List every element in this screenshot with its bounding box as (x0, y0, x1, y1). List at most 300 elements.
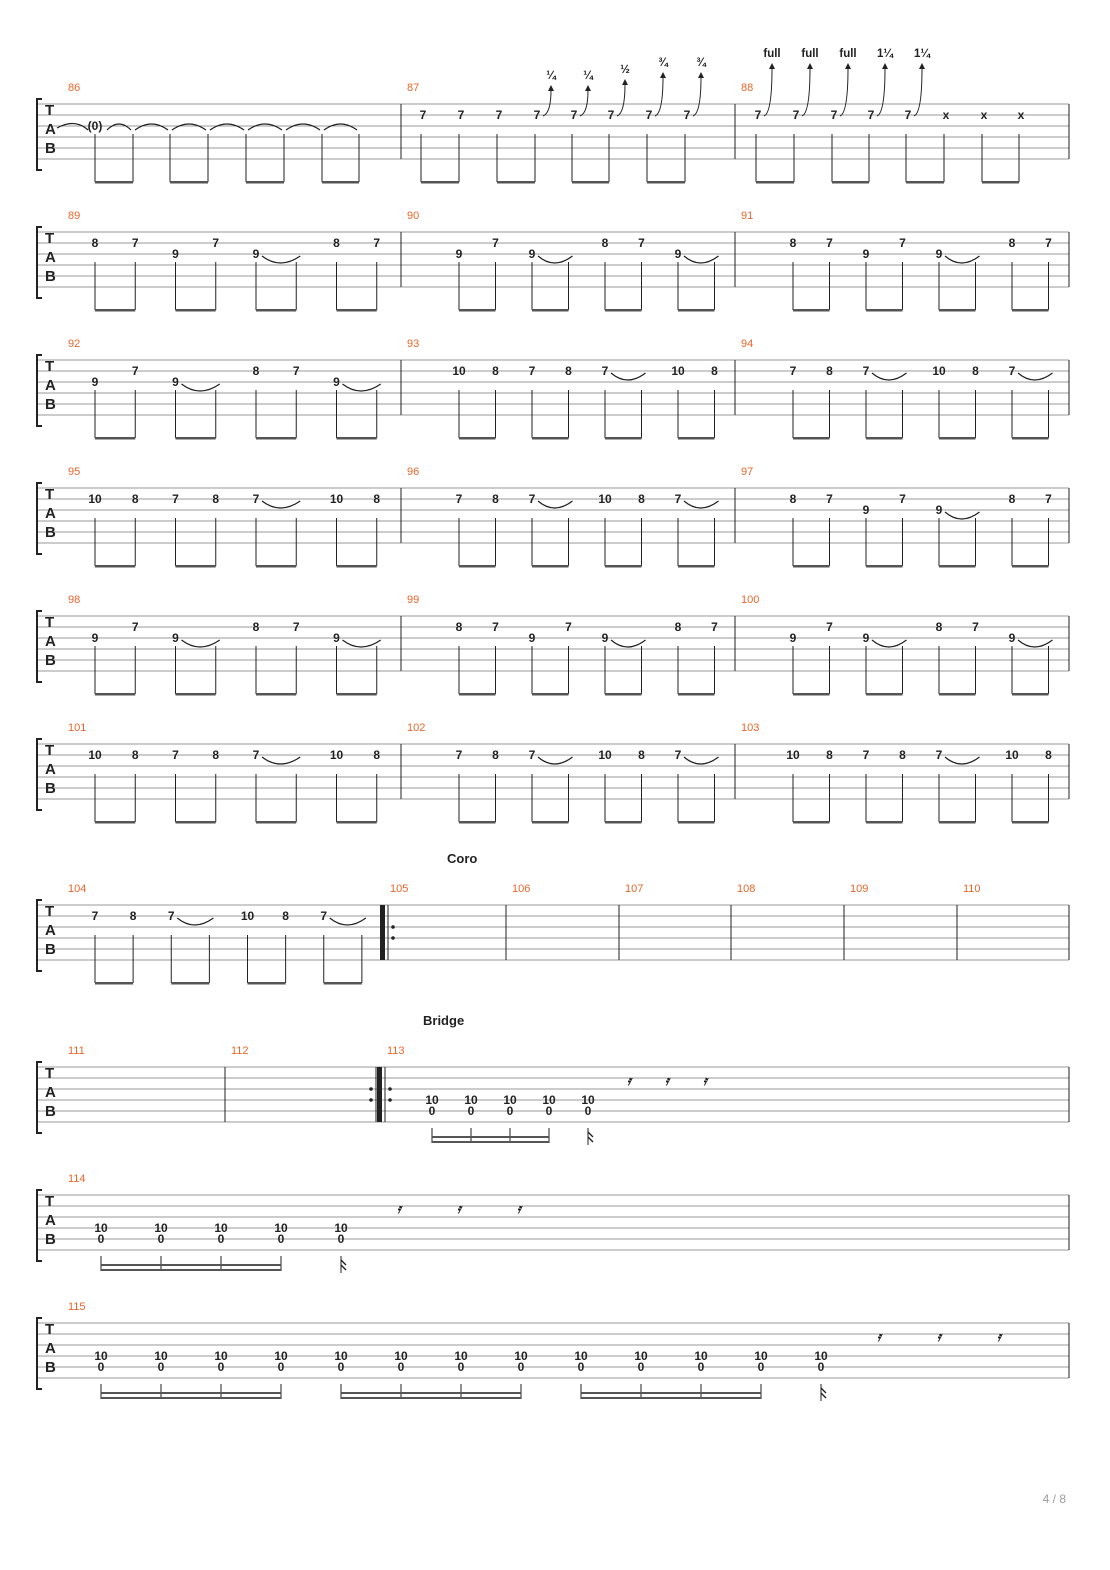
tab-clef-b: B (45, 268, 56, 285)
beam (1012, 821, 1049, 824)
tab-clef-a: A (45, 1340, 56, 1357)
fret-number: 9 (455, 247, 463, 261)
measure-number: 102 (407, 722, 426, 734)
fret-number: 7 (789, 364, 797, 378)
fret-number: 9 (91, 631, 99, 645)
beam (95, 693, 135, 696)
fret-number: 7 (252, 748, 260, 762)
fret-number: 0 (506, 1104, 514, 1118)
measure-87 (401, 57, 707, 184)
measure-102 (401, 722, 719, 824)
repeat-dot (391, 925, 395, 929)
measure-108 (731, 883, 755, 960)
fret-number: 7 (131, 620, 139, 634)
dead-note: x (942, 108, 950, 122)
fret-number: 8 (373, 748, 381, 762)
beam (906, 181, 944, 184)
beam (101, 1397, 281, 1399)
measure-113 (377, 1013, 709, 1145)
fret-number: 7 (674, 748, 682, 762)
beam (101, 1392, 281, 1394)
fret-number: 7 (862, 748, 870, 762)
beam (256, 309, 296, 312)
beam (532, 693, 569, 696)
dead-note: x (1017, 108, 1025, 122)
tie-arc (611, 640, 646, 647)
fret-number: 7 (972, 620, 979, 634)
bend-amount: full (763, 48, 781, 60)
fret-number: 9 (601, 631, 609, 645)
beam (581, 1397, 761, 1399)
beam (337, 565, 377, 568)
fret-number: 8 (252, 620, 260, 634)
fret-number: 7 (320, 909, 328, 923)
fret-number: 7 (904, 108, 912, 122)
fret-number: 10 (598, 748, 612, 762)
fret-number: 7 (1045, 492, 1052, 506)
fret-number: 7 (252, 492, 260, 506)
beam (176, 821, 216, 824)
fret-number: 7 (172, 748, 179, 762)
tab-clef-a: A (45, 249, 56, 266)
fret-number: 0 (517, 1360, 525, 1374)
fret-number: 7 (867, 108, 875, 122)
tie-arc (945, 256, 980, 263)
tie-arc (872, 640, 907, 647)
tab-system-5 (37, 594, 1069, 696)
tab-clef-t: T (45, 1193, 55, 1210)
beam (432, 1141, 549, 1143)
fret-number: 9 (172, 631, 179, 645)
beam (866, 309, 903, 312)
tie-arc (538, 501, 573, 508)
fret-number: 0 (97, 1360, 105, 1374)
fret-number: 8 (1045, 748, 1052, 762)
fret-number: 7 (131, 236, 139, 250)
fret-number: 10 (694, 1349, 708, 1363)
fret-number: 7 (528, 748, 536, 762)
beam (532, 565, 569, 568)
fret-number: 8 (565, 364, 572, 378)
fret-number: 0 (397, 1360, 405, 1374)
tie-arc (343, 640, 381, 647)
note-flag (821, 1388, 826, 1398)
beam (459, 309, 496, 312)
beam (246, 181, 284, 184)
tie-arc (262, 757, 300, 764)
fret-number: 7 (1008, 364, 1016, 378)
tab-clef-t: T (45, 358, 55, 375)
fret-number: 7 (495, 108, 503, 122)
fret-number: 10 (94, 1221, 108, 1235)
measure-number: 105 (390, 883, 409, 895)
measure-109 (844, 883, 868, 960)
bend-arrowhead (585, 85, 591, 91)
measure-number: 91 (741, 210, 754, 222)
beam (337, 437, 377, 440)
fret-number: 9 (528, 631, 536, 645)
measure-106 (506, 883, 530, 960)
fret-number: 9 (1008, 631, 1016, 645)
bend-curve (764, 68, 772, 116)
fret-number: 10 (94, 1349, 108, 1363)
fret-number: 0 (337, 1360, 345, 1374)
measure-number: 112 (231, 1045, 249, 1057)
beam (256, 437, 296, 440)
fret-number: 7 (674, 492, 682, 506)
fret-number: 7 (457, 108, 465, 122)
bend-curve (877, 68, 885, 116)
measure-number: 93 (407, 338, 420, 350)
page-number: 4 / 8 (1042, 1492, 1066, 1506)
bend-amount: full (801, 48, 819, 60)
fret-number: 10 (932, 364, 946, 378)
fret-number: 0 (457, 1360, 465, 1374)
tie-arc (324, 124, 357, 130)
measure-115 (68, 1301, 1003, 1401)
measure-number: 107 (625, 883, 644, 895)
beam (678, 693, 715, 696)
beam (678, 437, 715, 440)
fret-number: 10 (514, 1349, 528, 1363)
bend-arrowhead (882, 63, 888, 69)
tie-arc (872, 373, 907, 380)
measure-91 (735, 210, 1052, 312)
beam (793, 565, 830, 568)
tab-clef-b: B (45, 1103, 56, 1120)
measure-number: 108 (737, 883, 756, 895)
beam (832, 181, 869, 184)
note-flag (588, 1132, 593, 1142)
beam (581, 1392, 761, 1394)
fret-number: 7 (373, 236, 381, 250)
tie-arc (182, 384, 220, 391)
fret-number: 0 (545, 1104, 553, 1118)
measure-number: 100 (741, 594, 760, 606)
tab-clef-b: B (45, 941, 56, 958)
fret-number: 10 (334, 1221, 348, 1235)
fret-number: 7 (826, 620, 833, 634)
tab-clef-t: T (45, 903, 55, 920)
measure-number: 94 (741, 338, 754, 350)
fret-number: 0 (697, 1360, 705, 1374)
measure-number: 87 (407, 82, 420, 94)
fret-number: 8 (129, 909, 137, 923)
fret-number: 10 (154, 1221, 168, 1235)
tie-arc (248, 124, 282, 130)
repeat-dot (388, 1087, 392, 1091)
measure-86 (57, 82, 359, 184)
measure-99 (401, 594, 718, 696)
fret-number: 0 (217, 1232, 225, 1246)
fret-number: 7 (601, 364, 609, 378)
tie-arc (945, 757, 980, 764)
sixteenth-rest: 𝄿 (703, 1073, 707, 1088)
bend-amount: full (839, 48, 857, 60)
bend-arrowhead (548, 85, 554, 91)
fret-number: 7 (638, 236, 645, 250)
bend-arrowhead (919, 63, 925, 69)
measure-107 (619, 883, 643, 960)
fret-number: 9 (862, 503, 870, 517)
beam (95, 181, 133, 184)
measure-number: 95 (68, 466, 81, 478)
beam (95, 821, 135, 824)
measure-88 (735, 48, 1025, 184)
measure-104 (68, 883, 366, 985)
fret-number: 10 (503, 1093, 517, 1107)
fret-number: 7 (1045, 236, 1052, 250)
fret-number: 7 (212, 236, 220, 250)
beam (678, 565, 715, 568)
fret-number: 10 (240, 909, 255, 923)
tab-clef-b: B (45, 1359, 56, 1376)
fret-number: 9 (935, 503, 943, 517)
fret-number: 8 (492, 364, 499, 378)
bend-arrowhead (622, 79, 628, 85)
fret-number: 7 (565, 620, 572, 634)
beam (532, 821, 569, 824)
measure-number: 104 (68, 883, 87, 895)
beam (1012, 437, 1049, 440)
fret-number: 8 (212, 748, 220, 762)
fret-number: 0 (584, 1104, 592, 1118)
fret-number: 0 (428, 1104, 436, 1118)
bend-curve (655, 77, 663, 116)
fret-number: 7 (131, 364, 139, 378)
fret-number: 10 (154, 1349, 168, 1363)
beam (324, 982, 362, 985)
beam (532, 309, 569, 312)
beam (497, 181, 535, 184)
fret-number: 0 (217, 1360, 225, 1374)
measure-number: 103 (741, 722, 760, 734)
fret-number: 10 (464, 1093, 478, 1107)
tab-clef-a: A (45, 505, 56, 522)
beam (866, 821, 903, 824)
tie-arc (330, 918, 366, 925)
tie-arc (1018, 640, 1053, 647)
dead-note: x (980, 108, 988, 122)
beam (605, 821, 642, 824)
measure-101 (68, 722, 380, 824)
tab-clef-a: A (45, 1084, 56, 1101)
fret-number: 9 (333, 631, 340, 645)
beam (866, 437, 903, 440)
measure-90 (401, 210, 719, 312)
tab-system-2 (37, 210, 1069, 312)
measure-number: 99 (407, 594, 420, 606)
tab-clef-a: A (45, 121, 56, 138)
fret-number: 10 (425, 1093, 439, 1107)
fret-number: 7 (645, 108, 653, 122)
beam (176, 437, 216, 440)
fret-number: 8 (826, 364, 833, 378)
beam (793, 821, 830, 824)
beam (793, 437, 830, 440)
tie-arc (172, 124, 206, 130)
fret-number: 7 (830, 108, 838, 122)
tab-system-10 (37, 1301, 1069, 1401)
fret-number: 10 (394, 1349, 408, 1363)
fret-number: 0 (637, 1360, 645, 1374)
measure-number: 115 (68, 1301, 86, 1313)
fret-number: 8 (492, 748, 499, 762)
beam (256, 821, 296, 824)
measure-number: 114 (68, 1173, 86, 1185)
sixteenth-rest: 𝄿 (517, 1201, 521, 1216)
beam (95, 565, 135, 568)
tie-arc (684, 256, 719, 263)
beam (421, 181, 459, 184)
tab-system-1 (37, 48, 1069, 184)
fret-number: 8 (455, 620, 463, 634)
beam (572, 181, 609, 184)
beam (939, 821, 976, 824)
fret-number: 7 (167, 909, 175, 923)
fret-number: 10 (329, 748, 344, 762)
tab-clef-b: B (45, 780, 56, 797)
fret-number: 7 (533, 108, 541, 122)
fret-number: 10 (214, 1221, 228, 1235)
tab-system-6 (37, 722, 1069, 824)
tie-arc (684, 501, 719, 508)
beam (176, 309, 216, 312)
measure-92 (68, 338, 381, 440)
bend-amount: 1¼ (914, 48, 930, 60)
beam (678, 309, 715, 312)
fret-number: 9 (252, 247, 260, 261)
beam (322, 181, 359, 184)
beam (95, 437, 135, 440)
tab-clef-t: T (45, 742, 55, 759)
fret-number: 8 (899, 748, 906, 762)
measure-number: 92 (68, 338, 81, 350)
bend-arrowhead (807, 63, 813, 69)
tie-arc (57, 123, 88, 130)
fret-number: 9 (935, 247, 943, 261)
fret-number: 10 (634, 1349, 648, 1363)
beam (605, 565, 642, 568)
note-flag (341, 1260, 346, 1270)
fret-number: 10 (274, 1349, 288, 1363)
beam (939, 437, 976, 440)
fret-number: 7 (292, 364, 300, 378)
bend-amount: ¼ (546, 70, 556, 82)
fret-number: 0 (467, 1104, 475, 1118)
beam (459, 565, 496, 568)
tab-clef-a: A (45, 922, 56, 939)
beam (101, 1264, 281, 1266)
fret-number: 9 (862, 631, 870, 645)
bend-amount: ¼ (583, 70, 593, 82)
tab-clef-t: T (45, 486, 55, 503)
measure-110 (957, 883, 981, 960)
fret-number: 10 (88, 492, 102, 506)
fret-number: 8 (638, 492, 645, 506)
beam (793, 309, 830, 312)
fret-number: 10 (214, 1349, 228, 1363)
fret-number: 7 (172, 492, 179, 506)
fret-number: 10 (274, 1221, 288, 1235)
fret-number: 7 (91, 909, 99, 923)
fret-number: 7 (683, 108, 691, 122)
fret-number: 10 (334, 1349, 348, 1363)
fret-number: 10 (542, 1093, 556, 1107)
measure-97 (735, 466, 1052, 568)
beam (256, 565, 296, 568)
tie-arc (538, 757, 573, 764)
fret-number: 8 (826, 748, 833, 762)
tie-arc (286, 124, 320, 130)
section-label-bridge: Bridge (423, 1013, 465, 1028)
fret-number: 0 (757, 1360, 765, 1374)
sixteenth-rest: 𝄿 (877, 1329, 881, 1344)
fret-number: 7 (455, 748, 463, 762)
beam (605, 437, 642, 440)
tie-arc (177, 918, 213, 925)
bend-amount: ½ (620, 64, 630, 76)
fret-number: 7 (826, 492, 833, 506)
tie-arc (1018, 373, 1053, 380)
tab-clef-b: B (45, 396, 56, 413)
fret-number: 10 (454, 1349, 468, 1363)
tab-clef-a: A (45, 633, 56, 650)
measure-number: 97 (741, 466, 754, 478)
tab-clef-b: B (45, 140, 56, 157)
measure-number: 98 (68, 594, 81, 606)
measure-number: 101 (68, 722, 87, 734)
fret-number: 10 (671, 364, 685, 378)
fret-number: 9 (91, 375, 99, 389)
fret-number: 7 (492, 236, 499, 250)
tab-clef-b: B (45, 524, 56, 541)
tab-system-4 (37, 466, 1069, 568)
tab-clef-t: T (45, 614, 55, 631)
measure-number: 106 (512, 883, 531, 895)
measure-100 (735, 594, 1053, 696)
beam (341, 1392, 521, 1394)
bend-arrowhead (845, 63, 851, 69)
bend-arrowhead (698, 72, 704, 78)
sixteenth-rest: 𝄿 (627, 1073, 631, 1088)
fret-number: 0 (277, 1232, 285, 1246)
beam (939, 309, 976, 312)
tab-clef-a: A (45, 761, 56, 778)
fret-number: 8 (131, 492, 139, 506)
fret-number: 7 (935, 748, 943, 762)
measure-95 (68, 466, 380, 568)
measure-112 (225, 1045, 376, 1122)
beam (793, 693, 830, 696)
fret-number: 8 (282, 909, 289, 923)
sixteenth-rest: 𝄿 (397, 1201, 401, 1216)
measure-93 (401, 338, 718, 440)
bend-arrowhead (769, 63, 775, 69)
fret-number: 7 (528, 364, 536, 378)
fret-number: 8 (492, 492, 499, 506)
bend-curve (840, 68, 848, 116)
bend-curve (802, 68, 810, 116)
fret-number: 10 (574, 1349, 588, 1363)
measure-number: 113 (387, 1045, 405, 1057)
beam (170, 181, 208, 184)
beam (101, 1269, 281, 1271)
measure-89 (68, 210, 380, 312)
fret-number: 0 (337, 1232, 345, 1246)
measure-number: 111 (68, 1045, 85, 1057)
beam (605, 309, 642, 312)
